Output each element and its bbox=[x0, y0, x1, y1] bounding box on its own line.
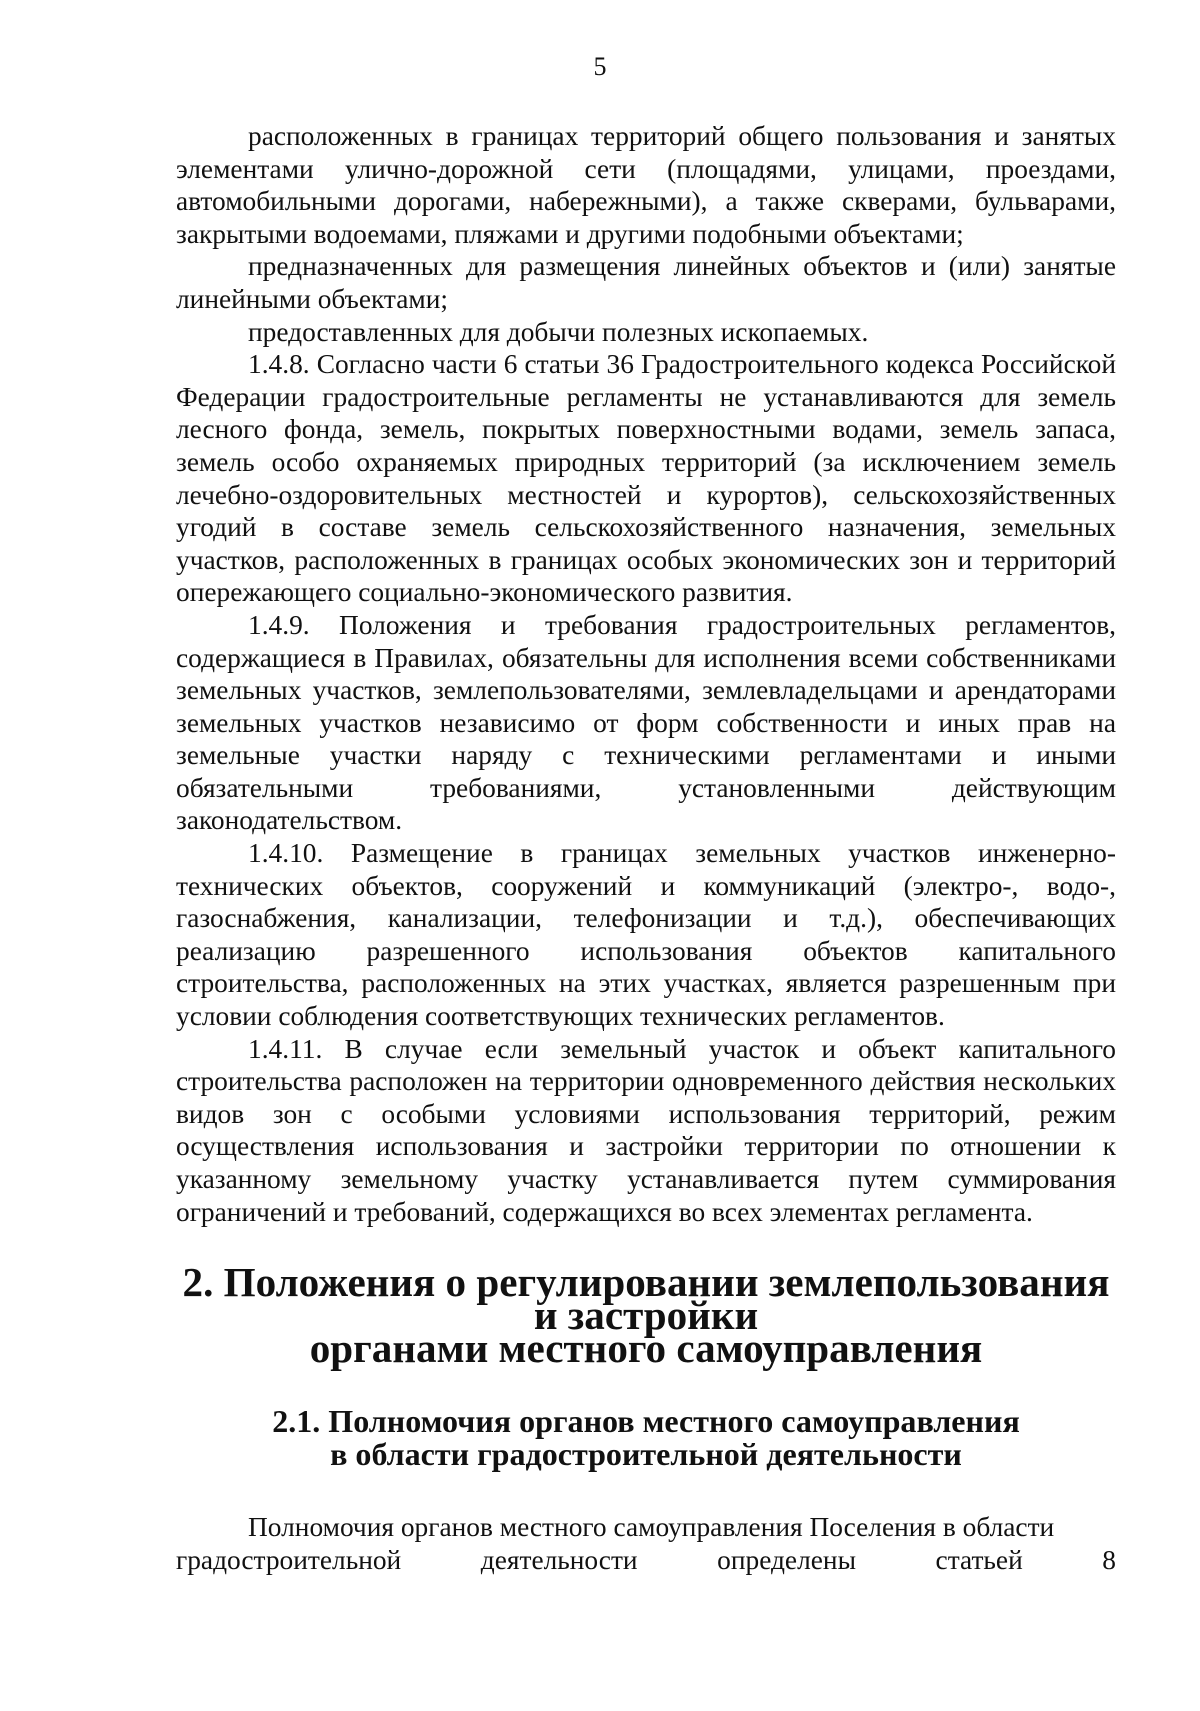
page-number: 5 bbox=[593, 52, 607, 81]
paragraph-linear-objects: предназначенных для размещения линейных объектов и (или) занятые линейными объектами; bbox=[176, 251, 1116, 314]
paragraph-public-territories: расположенных в границах территорий общего пользования и занятых элементами улично-дорожной сети (площадями, улицами, проездами, автомобильными дорогами, набережными), а также скверами, бульварами, закрытыми водоемами, пляжами и другими подобными объектами; bbox=[176, 121, 1116, 249]
authority-powers-line-1: Полномочия органов местного самоуправления Поселения в области bbox=[248, 1512, 1055, 1543]
subsection-heading-line-2: в области градостроительной деятельности bbox=[330, 1436, 962, 1473]
paragraph-mineral-extraction: предоставленных для добычи полезных ископаемых. bbox=[248, 316, 869, 347]
paragraph-authority-powers bbox=[176, 1511, 1116, 1576]
paragraph-1-4-10: 1.4.10. Размещение в границах земельных участков инженерно-технических объектов, сооружений и коммуникаций (электро-, водо-, газоснабжения, канализации, телефонизации и т.д.), обеспечивающих реализацию разрешенного использования объектов капитального строительства, расположенных на этих участках, является разрешенным при условии соблюдения соответствующих технических регламентов. bbox=[176, 838, 1116, 1032]
section-heading bbox=[176, 1259, 1116, 1372]
document-body bbox=[176, 120, 1116, 1576]
section-heading-line-1: 2. Положения о регулировании землепользования и застройки bbox=[182, 1259, 1110, 1339]
subsection-heading bbox=[176, 1405, 1116, 1471]
subsection-heading-line-1: 2.1. Полномочия органов местного самоуправления bbox=[272, 1403, 1020, 1440]
paragraph-1-4-9: 1.4.9. Положения и требования градостроительных регламентов, содержащиеся в Правилах, обязательны для исполнения всеми собственниками земельных участков, землепользователями, землевладельцами и арендаторами земельных участков независимо от форм собственности и иных прав на земельные участки наряду с техническими регламентами и иными обязательными требованиями, установленными действующим законодательством. bbox=[176, 609, 1116, 836]
paragraph-1-4-8: 1.4.8. Согласно части 6 статьи 36 Градостроительного кодекса Российской Федерации градостроительные регламенты не устанавливаются для земель лесного фонда, земель, покрытых поверхностными водами, земель запаса, земель особо охраняемых природных территорий (за исключением земель лечебно-оздоровительных местностей и курортов), сельскохозяйственных угодий в составе земель сельскохозяйственного назначения, земельных участков, расположенных в границах особых экономических зон и территорий опережающего социально-экономического развития. bbox=[176, 349, 1116, 608]
paragraph-1-4-11: 1.4.11. В случае если земельный участок и объект капитального строительства расположен на территории одновременного действия нескольких видов зон с особыми условиями использования территорий, режим осуществления использования и застройки территории по отношении к указанному земельному участку устанавливается путем суммирования ограничений и требований, содержащихся во всех элементах регламента. bbox=[176, 1033, 1116, 1227]
section-heading-line-2: органами местного самоуправления bbox=[309, 1325, 983, 1372]
authority-powers-line-2: градостроительной деятельности определены статьей 8 bbox=[176, 1544, 1116, 1575]
